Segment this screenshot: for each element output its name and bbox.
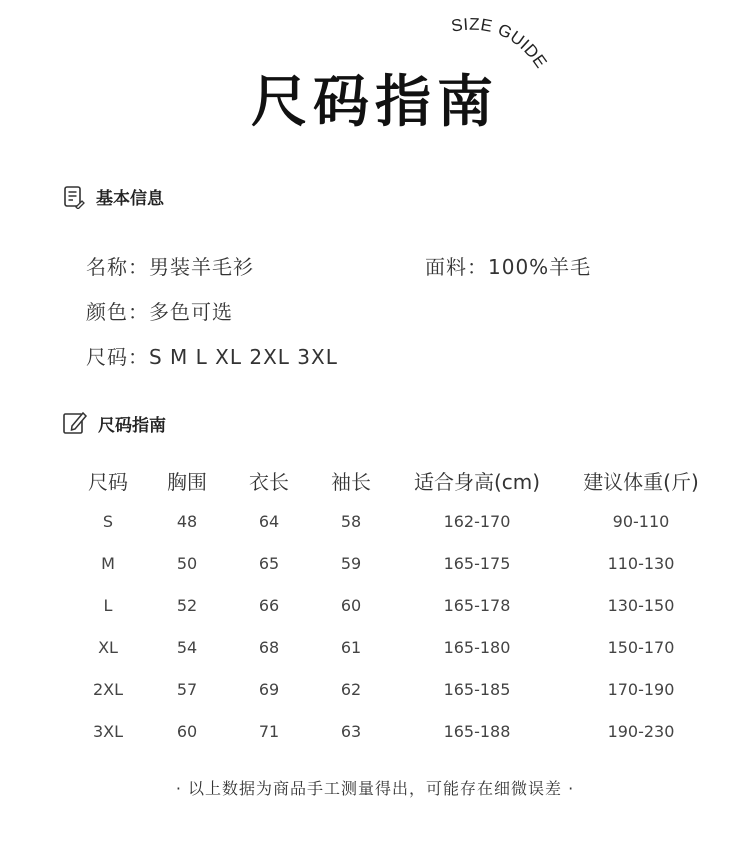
table-cell: 165-188 [443, 721, 511, 741]
table-cell: 3XL [92, 721, 124, 741]
table-row [72, 500, 722, 542]
table-cell: 130-150 [607, 595, 675, 615]
table-cell: 60 [340, 595, 362, 615]
product-sizes: 尺码：S M L XL 2XL 3XL [86, 345, 338, 369]
table-cell: XL [98, 637, 118, 657]
table-cell: 65 [258, 553, 280, 573]
basic-info-heading [62, 184, 164, 209]
table-row [72, 710, 722, 752]
column-header: 胸围 [167, 469, 207, 494]
column-header: 适合身高(cm) [413, 469, 541, 494]
size-table [72, 460, 722, 752]
table-cell: M [101, 553, 115, 573]
table-row [72, 542, 722, 584]
table-cell: 64 [258, 511, 280, 531]
svg-text:SIZE GUIDE: SIZE GUIDE [449, 14, 551, 72]
table-cell: 68 [258, 637, 280, 657]
table-cell: 57 [176, 679, 198, 699]
table-cell: 165-180 [443, 637, 511, 657]
table-cell: 190-230 [607, 721, 675, 741]
table-cell: 165-175 [443, 553, 511, 573]
table-row [72, 584, 722, 626]
size-guide-arc-text [448, 10, 558, 80]
edit-icon [62, 410, 88, 436]
table-cell: 59 [340, 553, 362, 573]
page-title: 尺码指南 [251, 70, 499, 135]
table-cell: L [103, 595, 113, 615]
table-cell: 162-170 [443, 511, 511, 531]
table-cell: 66 [258, 595, 280, 615]
size-guide-label: 尺码指南 [98, 415, 166, 436]
document-icon [62, 185, 86, 209]
column-header: 袖长 [331, 469, 371, 494]
table-cell: 60 [176, 721, 198, 741]
table-cell: 50 [176, 553, 198, 573]
table-cell: 58 [340, 511, 362, 531]
table-cell: 62 [340, 679, 362, 699]
table-cell: 71 [258, 721, 280, 741]
table-cell: 2XL [92, 679, 124, 699]
table-cell: 150-170 [607, 637, 675, 657]
table-cell: 52 [176, 595, 198, 615]
table-cell: 165-185 [443, 679, 511, 699]
measurement-note: · 以上数据为商品手工测量得出，可能存在细微误差 · [175, 779, 575, 798]
product-color: 颜色：多色可选 [86, 300, 233, 324]
column-header: 尺码 [88, 469, 128, 494]
table-cell: 54 [176, 637, 198, 657]
table-cell: S [102, 511, 114, 531]
table-cell: 48 [176, 511, 198, 531]
column-header: 衣长 [249, 469, 289, 494]
basic-info-label: 基本信息 [96, 189, 164, 209]
table-cell: 170-190 [607, 679, 675, 699]
table-cell: 90-110 [612, 511, 670, 531]
table-cell: 63 [340, 721, 362, 741]
size-table-header [72, 460, 722, 500]
table-cell: 165-178 [443, 595, 511, 615]
table-row [72, 626, 722, 668]
size-guide-heading [62, 410, 166, 436]
product-name: 名称：男装羊毛衫 [86, 255, 254, 279]
table-row [72, 668, 722, 710]
column-header: 建议体重(斤) [583, 469, 699, 494]
product-fabric: 面料：100%羊毛 [425, 255, 592, 279]
table-cell: 110-130 [607, 553, 675, 573]
table-cell: 61 [340, 637, 362, 657]
table-cell: 69 [258, 679, 280, 699]
